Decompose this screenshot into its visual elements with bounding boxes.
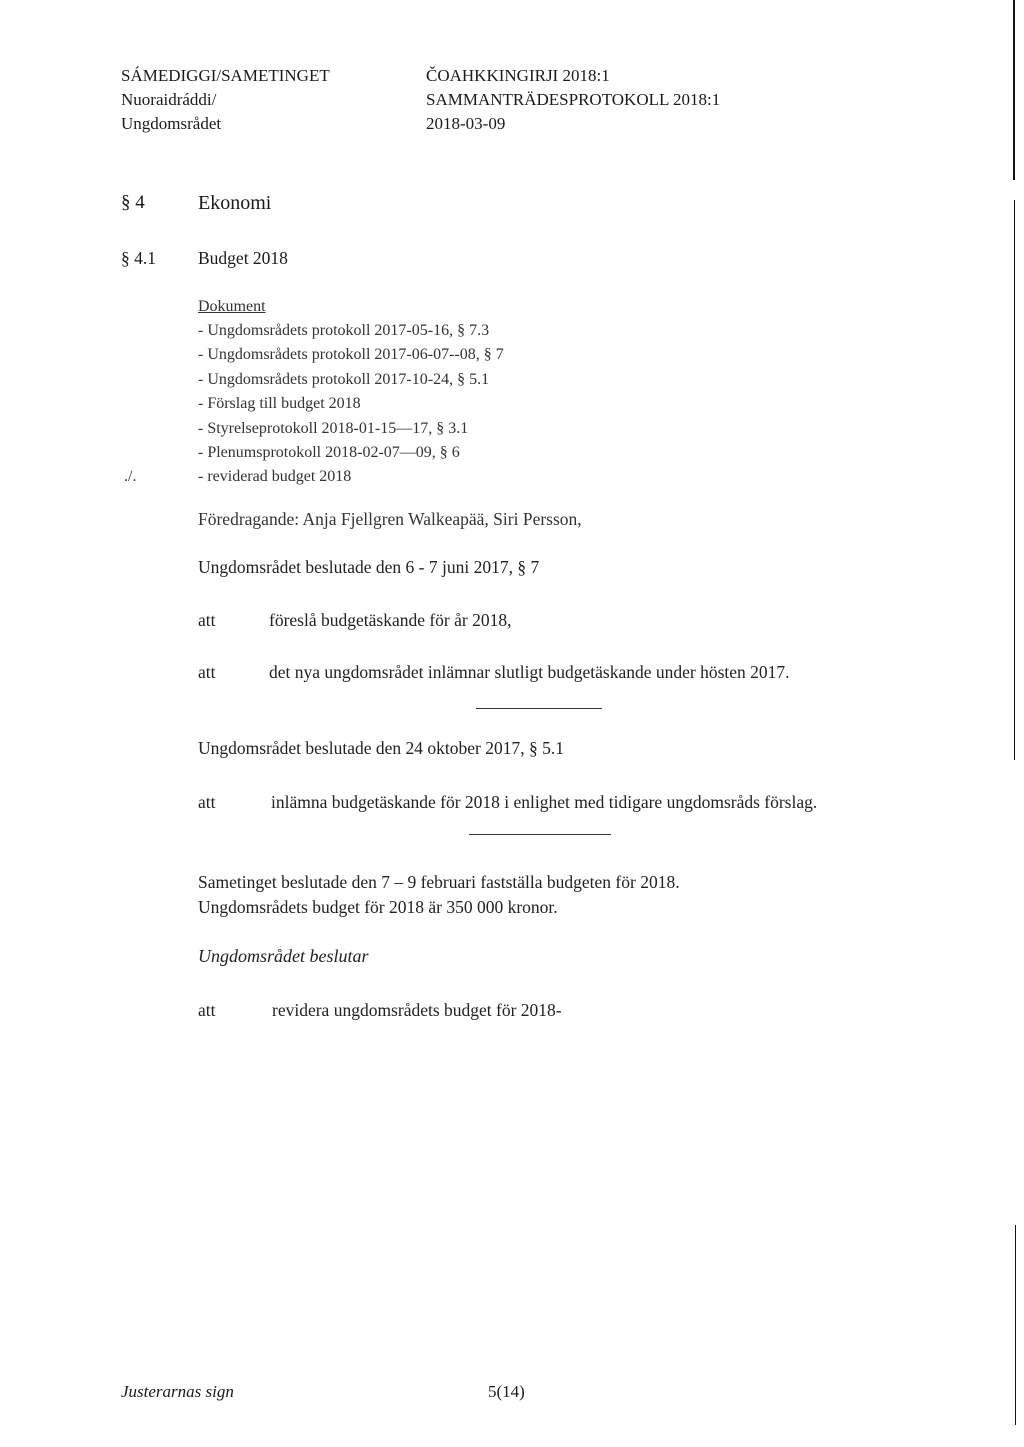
scan-edge-line: [1014, 200, 1015, 760]
scan-edge-line: [1013, 0, 1015, 180]
document-item: - Ungdomsrådets protokoll 2017-05-16, § 7.3: [198, 322, 490, 339]
protocol-date: 2018-03-09: [426, 114, 506, 133]
att-label: att: [198, 792, 216, 812]
decision2-intro: Ungdomsrådet beslutade den 24 oktober 2017, § 5.1: [198, 738, 564, 758]
subsection-title: Budget 2018: [198, 248, 288, 268]
document-item: - Plenumsprotokoll 2018-02-07—09, § 6: [198, 444, 460, 462]
document-item: - reviderad budget 2018: [198, 468, 352, 486]
document-item: - Styrelseprotokoll 2018-01-15—17, § 3.1: [198, 419, 469, 437]
decision1-clause: det nya ungdomsrådet inlämnar slutligt budgetäskande under hösten 2017.: [269, 662, 790, 682]
sameting-decision: Sametinget beslutade den 7 – 9 februari fastställa budgeten för 2018.: [198, 872, 680, 892]
resolution-text: revidera ungdomsrådets budget för 2018-: [272, 1000, 562, 1020]
header-right: [426, 64, 720, 136]
att-label: att: [198, 662, 216, 682]
org-subname: Nuoraidráddi/: [121, 90, 217, 109]
presenters: Föredragande: Anja Fjellgren Walkeapää, Siri Persson,: [198, 509, 582, 529]
budget-amount: Ungdomsrådets budget för 2018 är 350 000 kronor.: [198, 897, 558, 917]
document-item: - Ungdomsrådets protokoll 2017-10-24, § 5.1: [198, 370, 490, 388]
page-number: 5(14): [488, 1382, 525, 1401]
separator-line: [469, 834, 611, 835]
scan-edge-line: [1015, 1225, 1016, 1425]
protocol-title-sami: ČOAHKKINGIRJI 2018:1: [426, 66, 610, 85]
attachment-marker: ./.: [124, 468, 137, 485]
subsection-number: § 4.1: [121, 248, 156, 268]
header-left: [121, 64, 330, 136]
att-label: att: [198, 610, 216, 630]
document-item: - Ungdomsrådets protokoll 2017-06-07--08, § 7: [198, 346, 504, 364]
decision1-clause: föreslå budgetäskande för år 2018,: [269, 610, 512, 630]
org-name: SÁMEDIGGI/SAMETINGET: [121, 66, 330, 85]
document-item: - Förslag till budget 2018: [198, 395, 361, 413]
documents-list: [198, 319, 504, 490]
att-label: att: [198, 1000, 216, 1020]
documents-heading: Dokument: [198, 298, 266, 315]
signature-label: Justerarnas sign: [121, 1382, 234, 1401]
separator-line: [476, 708, 602, 709]
decision1-intro: Ungdomsrådet beslutade den 6 - 7 juni 2017, § 7: [198, 557, 540, 577]
decision2-clause: inlämna budgetäskande för 2018 i enlighet med tidigare ungdomsråds förslag.: [271, 792, 818, 812]
section-number: § 4: [121, 192, 145, 213]
section-title: Ekonomi: [198, 192, 272, 214]
protocol-title-swedish: SAMMANTRÄDESPROTOKOLL 2018:1: [426, 90, 721, 109]
resolution-heading: Ungdomsrådet beslutar: [198, 946, 369, 966]
org-unit: Ungdomsrådet: [121, 114, 222, 133]
